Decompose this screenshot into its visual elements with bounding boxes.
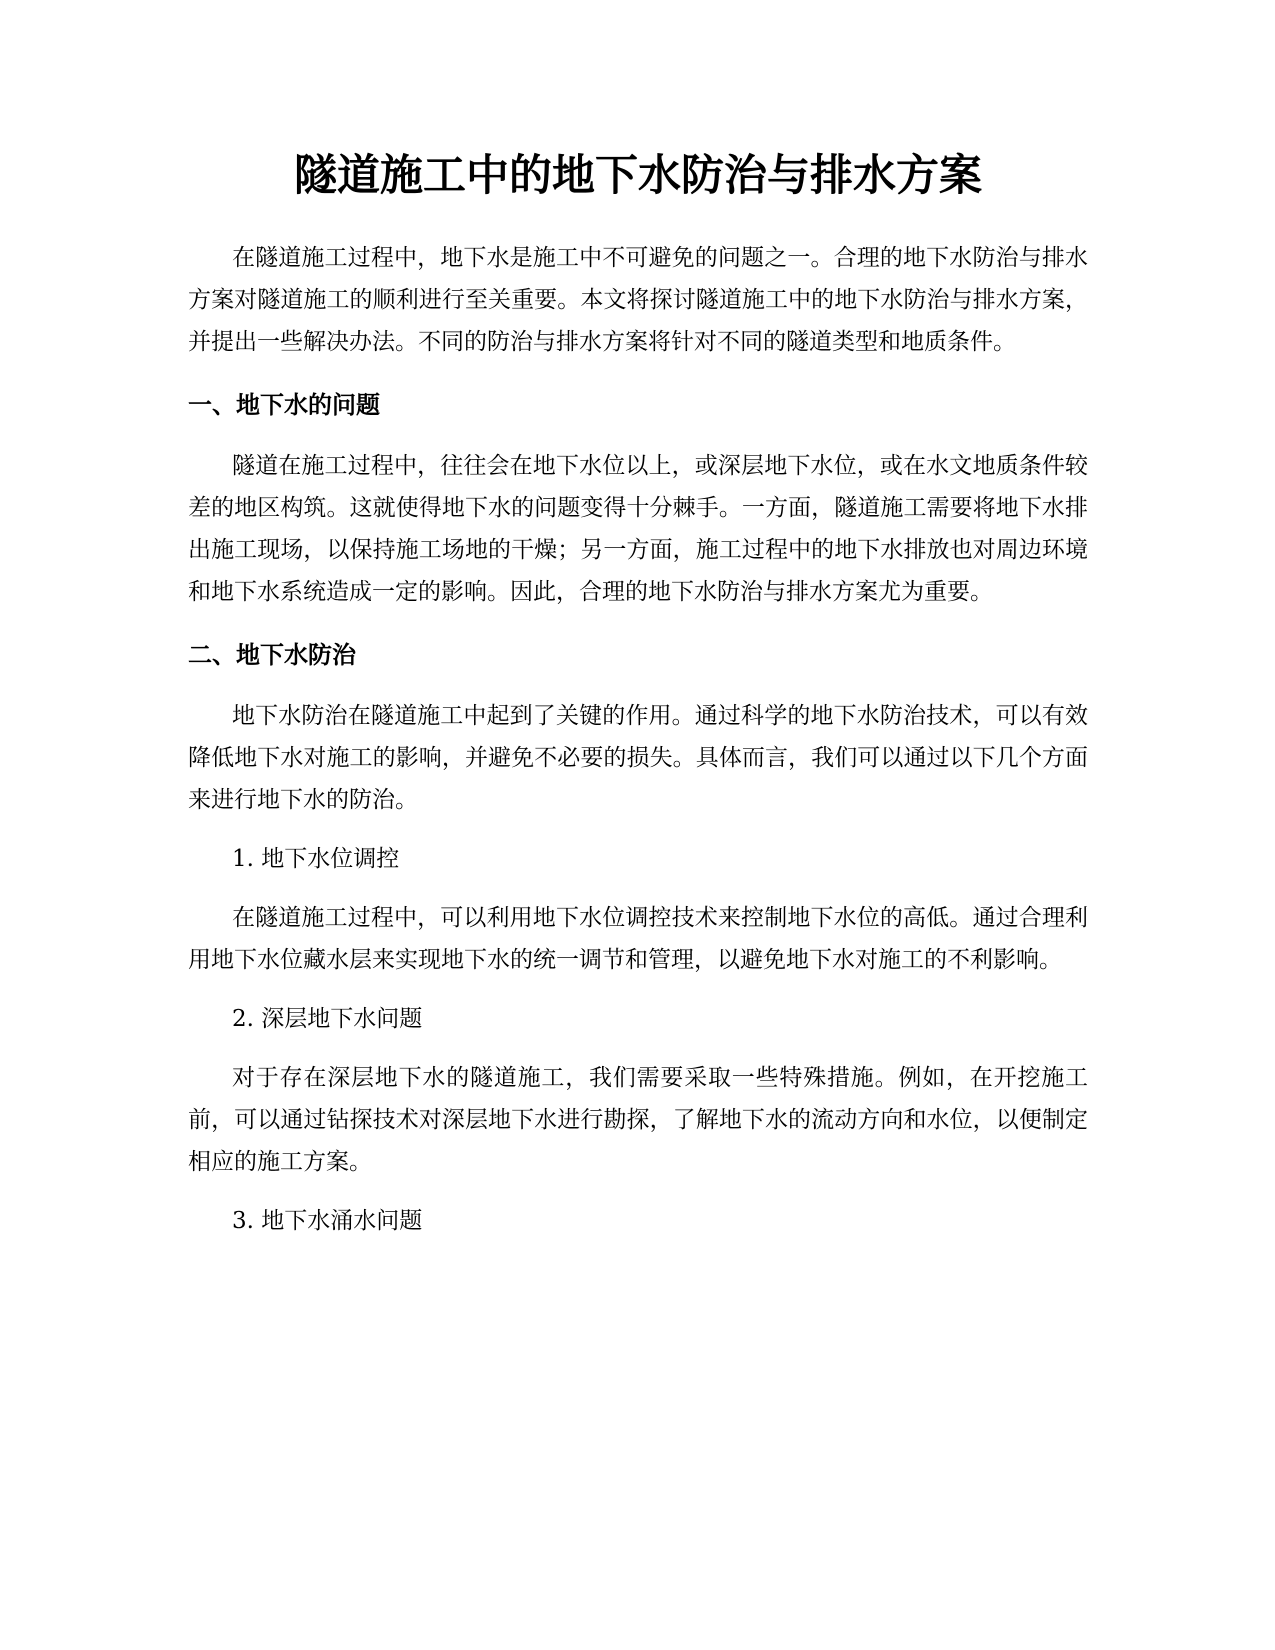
list-item-label: 1. 地下水位调控	[232, 846, 400, 872]
spacer	[188, 1037, 1088, 1057]
list-item-paragraph: 在隧道施工过程中，可以利用地下水位调控技术来控制地下水位的高低。通过合理利用地下水位藏水层来实现地下水的统一调节和管理，以避免地下水对施工的不利影响。	[188, 905, 1088, 973]
spacer	[188, 363, 1088, 387]
list-item-label: 3. 地下水涌水问题	[232, 1208, 423, 1234]
section-paragraph-groundwater-control: 地下水防治在隧道施工中起到了关键的作用。通过科学的地下水防治技术，可以有效降低地下水对施工的影响，并避免不必要的损失。具体而言，我们可以通过以下几个方面来进行地下水的防治。	[188, 703, 1088, 813]
section-heading-groundwater-problem: 一、地下水的问题	[188, 391, 380, 419]
document-title: 隧道施工中的地下水防治与排水方案	[294, 151, 982, 201]
list-item-label: 2. 深层地下水问题	[232, 1006, 423, 1032]
spacer	[188, 981, 1088, 1001]
spacer	[188, 423, 1088, 445]
spacer	[188, 821, 1088, 841]
spacer	[188, 877, 1088, 897]
document-body	[188, 148, 1088, 1239]
spacer	[188, 1183, 1088, 1203]
list-item-paragraph: 对于存在深层地下水的隧道施工，我们需要采取一些特殊措施。例如，在开挖施工前，可以通过钻探技术对深层地下水进行勘探，了解地下水的流动方向和水位，以便制定相应的施工方案。	[188, 1065, 1088, 1175]
section-paragraph-groundwater-problem: 隧道在施工过程中，往往会在地下水位以上，或深层地下水位，或在水文地质条件较差的地区构筑。这就使得地下水的问题变得十分棘手。一方面，隧道施工需要将地下水排出施工现场，以保持施工场地的干燥；另一方面，施工过程中的地下水排放也对周边环境和地下水系统造成一定的影响。因此，合理的地下水防治与排水方案尤为重要。	[188, 453, 1088, 605]
spacer	[188, 613, 1088, 637]
spacer	[188, 204, 1088, 237]
intro-paragraph: 在隧道施工过程中，地下水是施工中不可避免的问题之一。合理的地下水防治与排水方案对隧道施工的顺利进行至关重要。本文将探讨隧道施工中的地下水防治与排水方案，并提出一些解决办法。不同的防治与排水方案将针对不同的隧道类型和地质条件。	[188, 245, 1088, 355]
spacer	[188, 673, 1088, 695]
section-heading-groundwater-control: 二、地下水防治	[188, 641, 356, 669]
